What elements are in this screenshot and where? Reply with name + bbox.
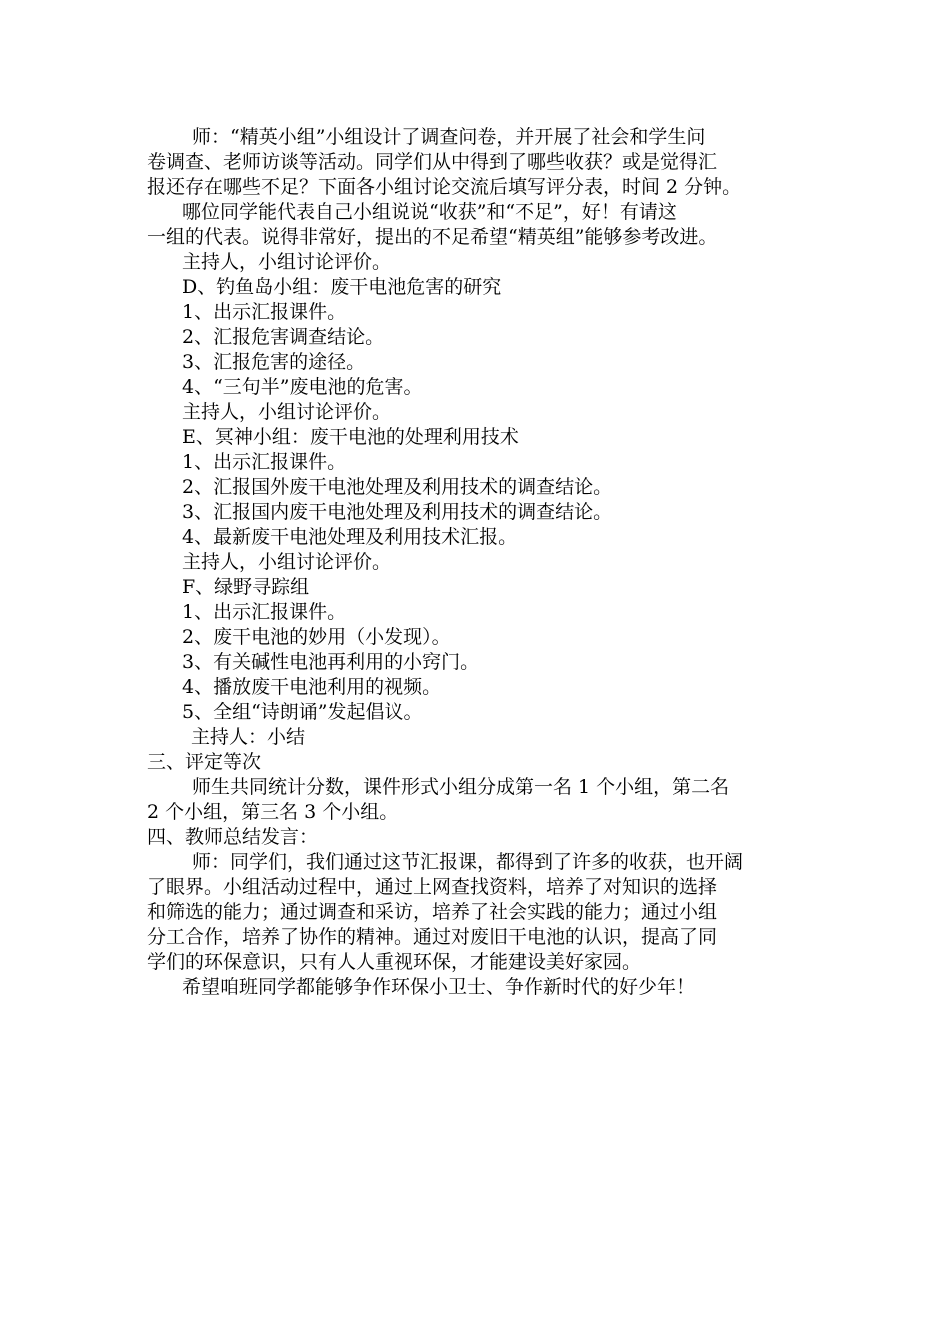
- list-item: 2、汇报危害调查结论。: [182, 326, 385, 348]
- host-comment: 主持人，小组讨论评价。: [182, 551, 392, 573]
- text-line: 卷调查、老师访谈等活动。同学们从中得到了哪些收获？或是觉得汇: [147, 151, 718, 173]
- list-item: 2、汇报国外废干电池处理及利用技术的调查结论。: [182, 476, 613, 498]
- list-item: 1、出示汇报课件。: [182, 451, 347, 473]
- group-heading: D、钓鱼岛小组：废干电池危害的研究: [182, 276, 502, 298]
- list-item: 3、有关碱性电池再利用的小窍门。: [182, 651, 480, 673]
- text-line: 分工合作，培养了协作的精神。通过对废旧干电池的认识，提高了同: [147, 926, 718, 948]
- text-line: 师：同学们，我们通过这节汇报课，都得到了许多的收获，也开阔: [192, 851, 744, 873]
- section-heading: 三、评定等次: [147, 751, 262, 773]
- host-summary: 主持人：小结: [191, 726, 306, 748]
- list-item: 3、汇报国内废干电池处理及利用技术的调查结论。: [182, 501, 613, 523]
- text-line: 报还存在哪些不足？下面各小组讨论交流后填写评分表，时间 2 分钟。: [147, 176, 742, 198]
- text-line: 师：“精英小组”小组设计了调查问卷，并开展了社会和学生问: [192, 126, 706, 148]
- host-comment: 主持人，小组讨论评价。: [182, 251, 392, 273]
- list-item: 2、废干电池的妙用（小发现）。: [182, 626, 451, 648]
- text-line: 哪位同学能代表自己小组说说“收获”和“不足”，好！有请这: [182, 201, 677, 223]
- list-item: 4、最新废干电池处理及利用技术汇报。: [182, 526, 518, 548]
- section-heading: 四、教师总结发言：: [147, 826, 319, 848]
- list-item: 4、播放废干电池利用的视频。: [182, 676, 442, 698]
- text-line: 一组的代表。说得非常好，提出的不足希望“精英组”能够参考改进。: [147, 226, 718, 248]
- group-heading: F、绿野寻踪组: [182, 576, 310, 598]
- text-line: 和筛选的能力；通过调查和采访，培养了社会实践的能力；通过小组: [147, 901, 718, 923]
- list-item: 1、出示汇报课件。: [182, 301, 347, 323]
- text-line: 2 个小组，第三名 3 个小组。: [147, 801, 399, 823]
- text-line: 学们的环保意识，只有人人重视环保，才能建设美好家园。: [147, 951, 642, 973]
- text-line: 师生共同统计分数，课件形式小组分成第一名 1 个小组，第二名: [192, 776, 730, 798]
- list-item: 3、汇报危害的途径。: [182, 351, 366, 373]
- host-comment: 主持人，小组讨论评价。: [182, 401, 392, 423]
- group-heading: E、冥神小组：废干电池的处理利用技术: [182, 426, 519, 448]
- text-line: 了眼界。小组活动过程中，通过上网查找资料，培养了对知识的选择: [147, 876, 718, 898]
- closing-line: 希望咱班同学都能够争作环保小卫士、争作新时代的好少年！: [182, 976, 696, 998]
- list-item: 4、“三句半”废电池的危害。: [182, 376, 423, 398]
- list-item: 1、出示汇报课件。: [182, 601, 347, 623]
- list-item: 5、全组“诗朗诵”发起倡议。: [182, 701, 423, 723]
